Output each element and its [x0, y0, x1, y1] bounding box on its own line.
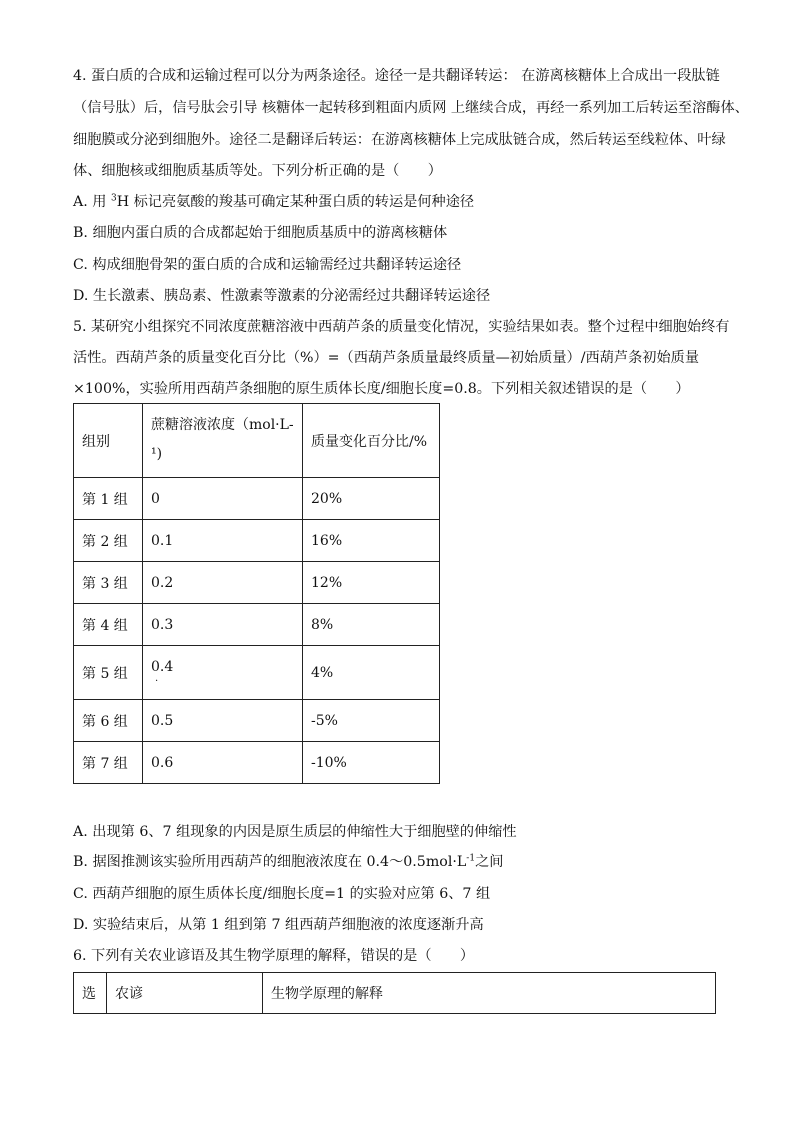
q6-header-option: 选 [74, 973, 107, 1014]
cell-mass-change: -5% [303, 700, 440, 742]
q4-stem-line-1: 4. 蛋白质的合成和运输过程可以分为两条途径。途径一是共翻译转运： 在游离核糖体上合成出一段肽链 [73, 68, 720, 84]
table-row [74, 646, 440, 700]
q4-option-d: D. 生长激素、胰岛素、性激素等激素的分泌需经过共翻译转运途径 [73, 288, 491, 304]
q6-header-proverb: 农谚 [107, 973, 263, 1014]
header-mass-change: 质量变化百分比/% [303, 404, 440, 478]
header-group: 组别 [74, 404, 143, 478]
table-row [74, 520, 440, 562]
cell-group: 第 7 组 [74, 742, 143, 784]
q4-option-a-pre: A. 用 [73, 194, 111, 210]
q4-stem-line-3: 细胞膜或分泌到细胞外。途径二是翻译后转运：在游离核糖体上完成肽链合成，然后转运至线粒体、叶绿 [73, 132, 726, 148]
table-row [74, 742, 440, 784]
cell-group: 第 3 组 [74, 562, 143, 604]
cell-concentration: 0.2 [143, 562, 303, 604]
cell-group: 第 2 组 [74, 520, 143, 562]
cell-group: 第 6 组 [74, 700, 143, 742]
q6-table-header-row [74, 973, 716, 1014]
table-row [74, 478, 440, 520]
q6-header-explanation: 生物学原理的解释 [263, 973, 716, 1014]
q5-stem-line-3: ×100%，实验所用西葫芦条细胞的原生质体长度/细胞长度=0.8。下列相关叙述错误的是（ ） [73, 381, 690, 397]
cell-mass-change: 12% [303, 562, 440, 604]
cell-mass-change: 8% [303, 604, 440, 646]
q5-option-b [73, 852, 733, 872]
table-header-row [74, 404, 440, 478]
table-row [74, 562, 440, 604]
table-row [74, 700, 440, 742]
q4-option-a-sup: 3 [110, 193, 117, 204]
cell-mass-change: 4% [303, 646, 440, 700]
header-concentration-line-1: 蔗糖溶液浓度（mol·L- [151, 416, 294, 433]
cell-concentration: 0 [143, 478, 303, 520]
q4-option-b: B. 细胞内蛋白质的合成都起始于细胞质基质中的游离核糖体 [73, 225, 448, 241]
q5-data-table [73, 403, 440, 784]
q5-option-a: A. 出现第 6、7 组现象的内因是原生质层的伸缩性大于细胞壁的伸缩性 [73, 824, 517, 840]
q4-option-c: C. 构成细胞骨架的蛋白质的合成和运输需经过共翻译转运途径 [73, 257, 462, 273]
header-concentration-line-2: ¹) [151, 445, 163, 462]
cell-group: 第 5 组 [74, 646, 143, 700]
cell-group: 第 1 组 [74, 478, 143, 520]
cell-mass-change: 16% [303, 520, 440, 562]
cell-concentration: 0.3 [143, 604, 303, 646]
q5-option-b-sup: -1 [466, 853, 476, 864]
cell-concentration: 0.1 [143, 520, 303, 562]
q4-stem-line-2: （信号肽）后，信号肽会引导 核糖体一起转移到粗面内质网 上继续合成，再经一系列加工后转运至溶酶体、 [73, 100, 749, 116]
q5-option-c: C. 西葫芦细胞的原生质体长度/细胞长度=1 的实验对应第 6、7 组 [73, 886, 491, 902]
cell-concentration [143, 646, 303, 700]
header-concentration [143, 404, 303, 478]
q5-option-b-post: 之间 [475, 854, 504, 870]
q5-option-d: D. 实验结束后，从第 1 组到第 7 组西葫芦细胞液的浓度逐渐升高 [73, 917, 484, 933]
cell-concentration: 0.5 [143, 700, 303, 742]
cell-mass-change: 20% [303, 478, 440, 520]
q6-stem: 6. 下列有关农业谚语及其生物学原理的解释，错误的是（ ） [73, 948, 475, 964]
q5-option-b-pre: B. 据图推测该实验所用西葫芦的细胞液浓度在 0.4～0.5mol·L [73, 854, 467, 870]
q5-stem-line-2: 活性。西葫芦条的质量变化百分比（%）=（西葫芦条质量最终质量—初始质量）/西葫芦条初始质量 [73, 350, 700, 366]
cell-group: 第 4 组 [74, 604, 143, 646]
q4-option-a [73, 192, 733, 212]
cell-concentration-value: 0.4 [151, 658, 174, 675]
q5-stem-line-1: 5. 某研究小组探究不同浓度蔗糖溶液中西葫芦条的质量变化情况，实验结果如表。整个过程中细胞始终有 [73, 319, 730, 335]
q4-stem-line-4: 体、细胞核或细胞质基质等处。下列分析正确的是（ ） [73, 163, 442, 179]
cell-mass-change: -10% [303, 742, 440, 784]
q4-option-a-post: H 标记亮氨酸的羧基可确定某种蛋白质的转运是何种途径 [116, 194, 475, 210]
cell-concentration-dot: . [155, 672, 159, 684]
table-row [74, 604, 440, 646]
cell-concentration: 0.6 [143, 742, 303, 784]
q6-table [73, 972, 716, 1014]
